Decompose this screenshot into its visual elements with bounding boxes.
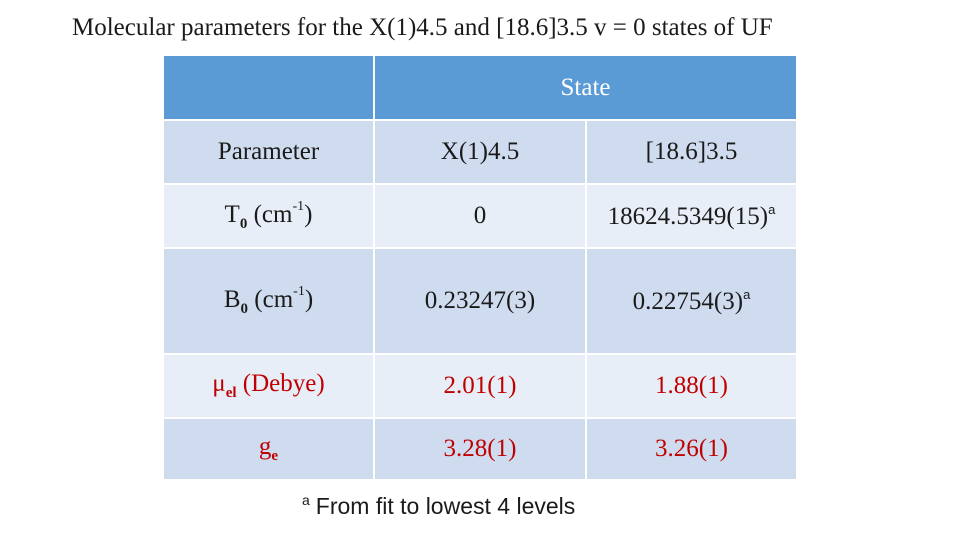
value-cell: 0.23247(3) (374, 248, 586, 354)
value-cell: 1.88(1) (586, 354, 797, 418)
table-header-row (163, 55, 797, 120)
footnote-mark: a (302, 492, 310, 508)
slide-title: Molecular parameters for the X(1)4.5 and [18.6]3.5 v = 0 states of UF (72, 14, 773, 41)
header-empty-cell (163, 55, 374, 120)
column-header-excited-state: [18.6]3.5 (586, 120, 797, 184)
table-row (163, 418, 797, 480)
value-cell: 3.28(1) (374, 418, 586, 480)
parameters-table (162, 54, 798, 481)
header-state-cell: State (374, 55, 797, 120)
param-cell: $T_0$ $(cm^{-1})$ (163, 184, 374, 248)
footnote-text: From fit to lowest 4 levels (315, 493, 576, 519)
param-cell: $g_e$ (163, 418, 374, 480)
column-header-parameter: Parameter (163, 120, 374, 184)
value-cell: 2.01(1) (374, 354, 586, 418)
param-cell: $B_0$ $(cm^{-1})$ (163, 248, 374, 354)
value-cell: 3.26(1) (586, 418, 797, 480)
table-row (163, 248, 797, 354)
column-header-x-state: X(1)4.5 (374, 120, 586, 184)
table-row (163, 354, 797, 418)
table-row (163, 120, 797, 184)
value-cell: 0 (374, 184, 586, 248)
table-footnote (302, 492, 575, 520)
table-row (163, 184, 797, 248)
param-cell: $\mu_{el}$ (Debye) (163, 354, 374, 418)
value-cell: $18624.5349(15)^a$ (586, 184, 797, 248)
value-cell: $0.22754(3)^a$ (586, 248, 797, 354)
